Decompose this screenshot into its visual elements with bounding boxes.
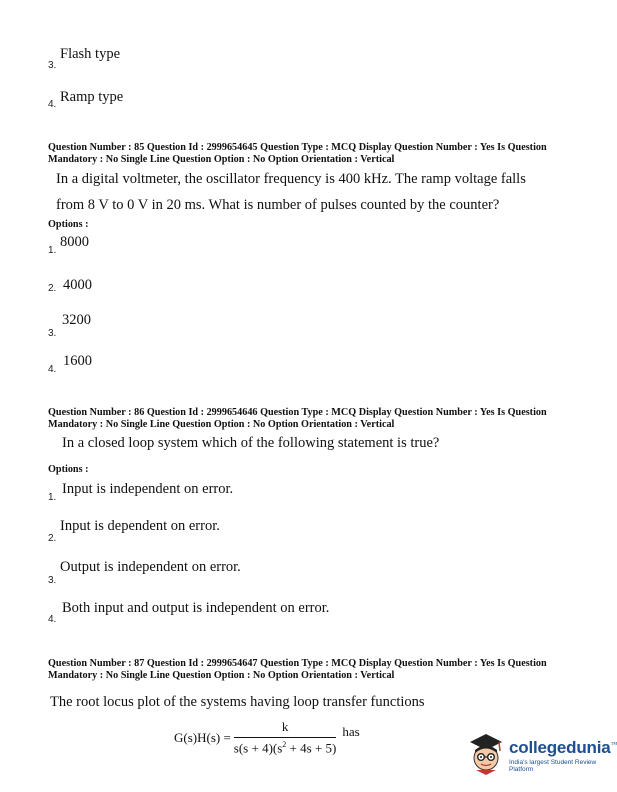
question-87-stem-line: The root locus plot of the systems having loop transfer functions xyxy=(50,694,425,710)
option-text: 3200 xyxy=(62,312,91,328)
options-label: Options : xyxy=(48,219,89,230)
formula-suffix: has xyxy=(342,723,360,739)
option-text: Flash type xyxy=(60,46,121,62)
meta-line: Question Number : 87 Question Id : 2999654647 Question Type : MCQ Display Question Number : Yes Is Question xyxy=(48,658,547,669)
meta-line: Mandatory : No Single Line Question Option : No Option Orientation : Vertical xyxy=(48,154,395,165)
formula-lhs: G(s)H(s) = xyxy=(174,729,231,745)
option-number: 1. xyxy=(48,245,57,256)
option-text: Ramp type xyxy=(60,89,124,105)
question-87-meta xyxy=(48,658,588,682)
meta-line: Question Number : 86 Question Id : 2999654646 Question Type : MCQ Display Question Number : Yes Is Question xyxy=(48,407,547,418)
option-number: 4. xyxy=(48,614,57,625)
question-86-meta xyxy=(48,407,588,431)
option-number: 4. xyxy=(48,99,57,110)
options-label: Options : xyxy=(48,464,89,475)
option-text: 1600 xyxy=(63,353,92,369)
question-85-stem-line: from 8 V to 0 V in 20 ms. What is number of pulses counted by the counter? xyxy=(56,197,500,213)
formula-numerator: k xyxy=(234,719,337,738)
option-number: 3. xyxy=(48,60,57,71)
logo-tm: ™ xyxy=(610,740,617,749)
question-85-stem-line: In a digital voltmeter, the oscillator frequency is 400 kHz. The ramp voltage falls xyxy=(56,171,526,187)
formula-denominator: $s(s + 4)(s^2 + 4s + 5)$ xyxy=(233,740,337,756)
formula-fraction xyxy=(234,719,337,756)
meta-line: Question Number : 85 Question Id : 2999654645 Question Type : MCQ Display Question Number : Yes Is Question xyxy=(48,142,547,153)
logo-name: collegedunia xyxy=(509,737,611,757)
meta-line: Mandatory : No Single Line Question Option : No Option Orientation : Vertical xyxy=(48,670,395,681)
question-86-stem-line: In a closed loop system which of the following statement is true? xyxy=(62,435,440,451)
option-number: 1. xyxy=(48,492,57,503)
option-number: 4. xyxy=(48,364,57,375)
option-number: 3. xyxy=(48,328,57,339)
option-number: 2. xyxy=(48,533,57,544)
option-text: 8000 xyxy=(60,234,89,250)
option-number: 2. xyxy=(48,283,57,294)
option-text: Output is independent on error. xyxy=(60,559,241,575)
logo-tagline: India's largest Student Review Platform xyxy=(509,758,597,773)
collegedunia-logo xyxy=(466,733,617,777)
option-text: 4000 xyxy=(63,277,92,293)
option-text: Input is dependent on error. xyxy=(60,518,220,534)
option-text: Input is independent on error. xyxy=(62,481,234,497)
option-number: 3. xyxy=(48,575,57,586)
question-85-meta xyxy=(48,142,588,166)
transfer-function-formula xyxy=(174,719,360,756)
option-text: Both input and output is independent on error. xyxy=(62,600,330,616)
meta-line: Mandatory : No Single Line Question Option : No Option Orientation : Vertical xyxy=(48,419,395,430)
mascot-icon xyxy=(466,733,506,777)
